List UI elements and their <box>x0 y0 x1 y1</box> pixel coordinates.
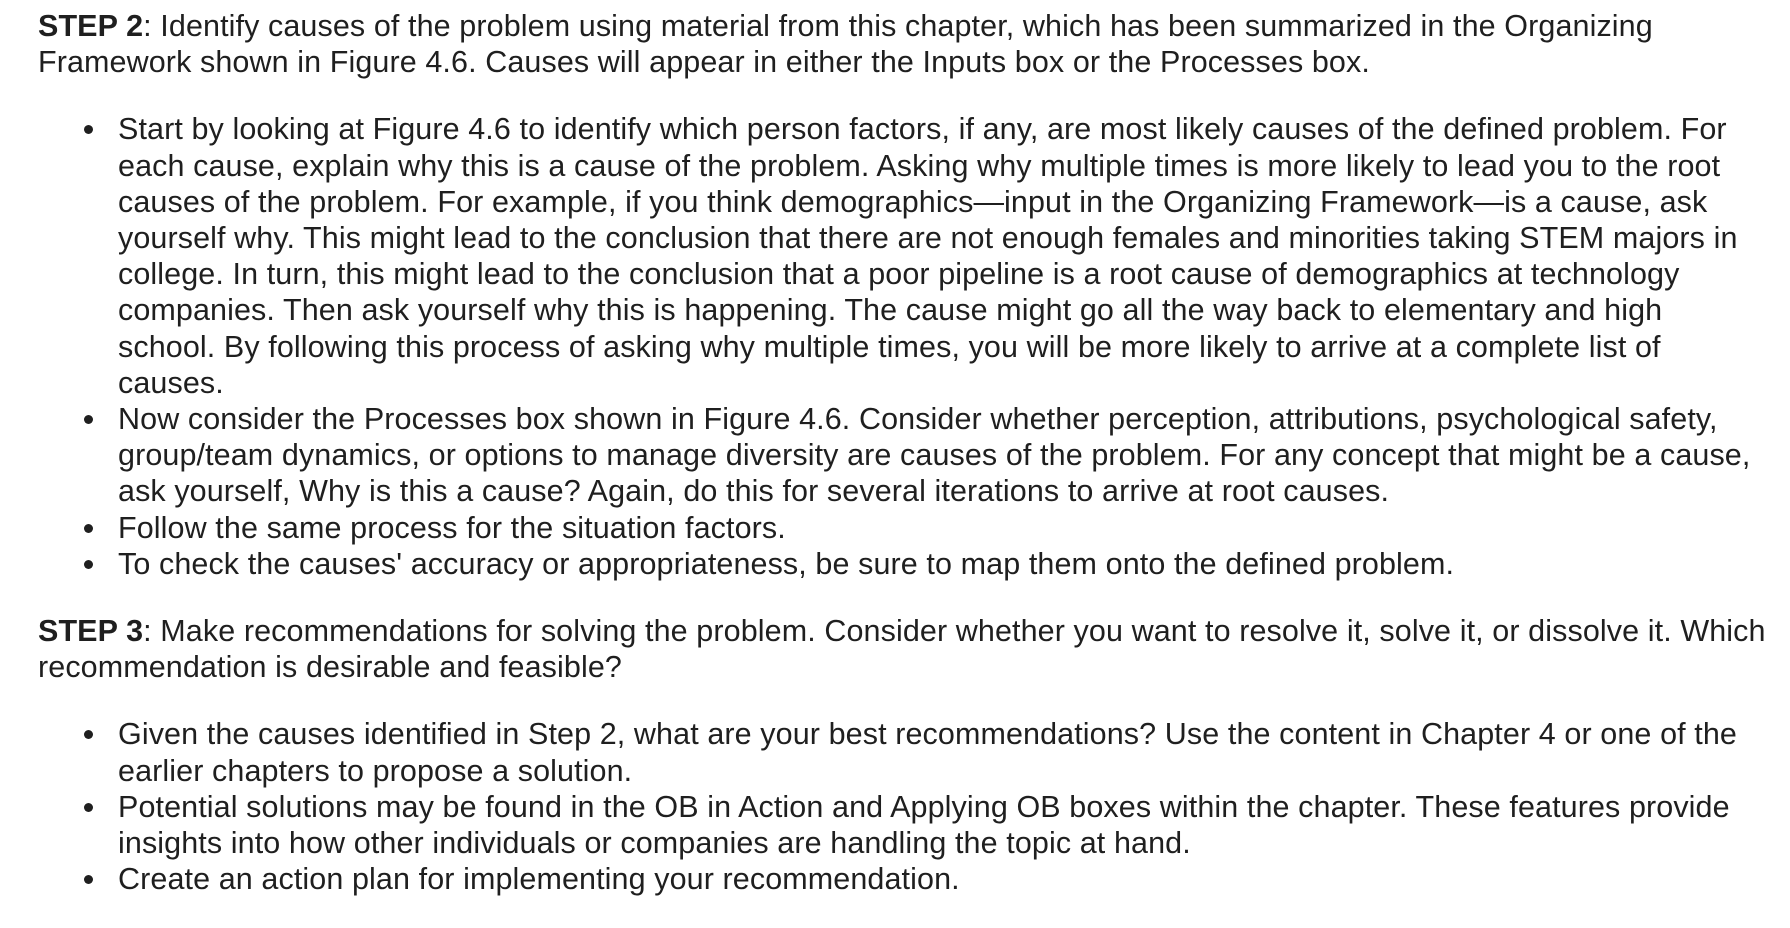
step-2-label: STEP 2 <box>38 9 144 43</box>
list-item <box>38 546 1768 582</box>
list-item-text: Start by looking at Figure 4.6 to identify which person factors, if any, are most likely causes of the defined problem. For each cause, explain why this is a cause of the problem. Asking why multiple times is more likely to lead you to the root causes of the problem. For example, if you think demographics—input in the Organizing Framework—is a cause, ask yourself why. This might lead to the conclusion that there are not enough females and minorities taking STEM majors in college. In turn, this might lead to the conclusion that a poor pipeline is a root cause of demographics at technology companies. Then ask yourself why this is happening. The cause might go all the way back to elementary and high school. By following this process of asking why multiple times, you will be more likely to arrive at a complete list of causes. <box>118 112 1738 400</box>
bullet-icon <box>84 730 93 739</box>
list-item <box>38 789 1768 861</box>
step-3-paragraph <box>38 613 1768 685</box>
step-2-paragraph <box>38 8 1768 80</box>
list-item-text: Follow the same process for the situation factors. <box>118 510 786 545</box>
document-page <box>38 8 1768 928</box>
step-2-bullet-list <box>38 111 1768 582</box>
list-item <box>38 716 1768 788</box>
step-3-label: STEP 3 <box>38 614 144 649</box>
list-item <box>38 111 1768 401</box>
list-item <box>38 861 1768 897</box>
list-item-text: Given the causes identified in Step 2, what are your best recommendations? Use the content in Chapter 4 or one of the earlier chapters to propose a solution. <box>118 717 1737 788</box>
list-item-text: To check the causes' accuracy or appropriateness, be sure to map them onto the defined problem. <box>118 546 1455 581</box>
bullet-icon <box>84 875 93 884</box>
step-2-intro: : Identify causes of the problem using material from this chapter, which has been summarized in the Organizing Framework shown in Figure 4.6. Causes will appear in either the Inputs box or the Processes box. <box>38 9 1653 80</box>
list-item <box>38 510 1768 546</box>
list-item <box>38 401 1768 510</box>
bullet-icon <box>84 560 93 569</box>
list-item-text: Potential solutions may be found in the OB in Action and Applying OB boxes within the chapter. These features provide insights into how other individuals or companies are handling the topic at hand. <box>118 789 1730 861</box>
step-3-intro: : Make recommendations for solving the problem. Consider whether you want to resolve it, solve it, or dissolve it. Which recommendation is desirable and feasible? <box>38 614 1766 685</box>
bullet-icon <box>84 524 93 533</box>
bullet-icon <box>84 803 93 812</box>
list-item-text: Now consider the Processes box shown in Figure 4.6. Consider whether perception, attributions, psychological safety, group/team dynamics, or options to manage diversity are causes of the problem. For any concept that might be a cause, ask yourself, Why is this a cause? Again, do this for several iterations to arrive at root causes. <box>118 402 1751 509</box>
bullet-icon <box>84 415 93 424</box>
list-item-text: Create an action plan for implementing your recommendation. <box>118 862 960 897</box>
bullet-icon <box>84 125 93 134</box>
step-3-bullet-list <box>38 716 1768 897</box>
